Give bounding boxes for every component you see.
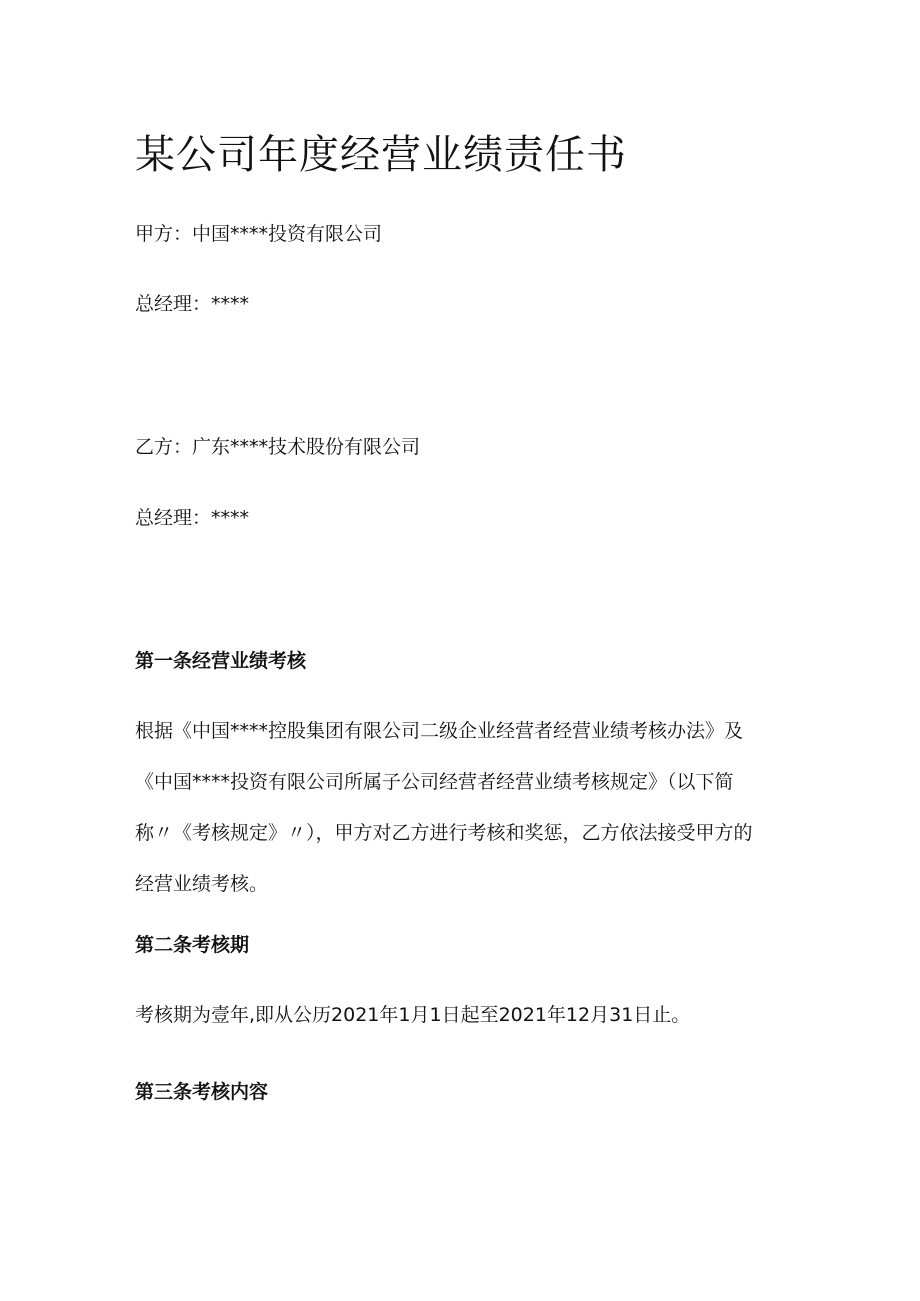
article-3-heading: 第三条考核内容 <box>135 1081 269 1103</box>
article-2-body <box>135 1001 795 1052</box>
article-1-line: 《中国****投资有限公司所属子公司经营者经营业绩考核规定》（以下简 <box>135 771 734 793</box>
article-2-line: 考核期为壹年,即从公历2021年1月1日起至2021年12月31日止。 <box>135 1004 691 1026</box>
article-1-line: 根据《中国****控股集团有限公司二级企业经营者经营业绩考核办法》及 <box>135 720 744 742</box>
article-1-line: 称〃《考核规定》〃），甲方对乙方进行考核和奖惩，乙方依法接受甲方的 <box>135 822 753 844</box>
article-1-line: 经营业绩考核。 <box>135 873 269 895</box>
party-b-manager: 总经理：**** <box>135 507 250 529</box>
party-a-manager: 总经理：**** <box>135 293 250 315</box>
document-title: 某公司年度经营业绩责任书 <box>135 132 627 178</box>
article-1-heading: 第一条经营业绩考核 <box>135 650 307 672</box>
article-1-body <box>135 717 795 921</box>
party-b-line: 乙方：广东****技术股份有限公司 <box>135 436 421 458</box>
party-a-line: 甲方：中国****投资有限公司 <box>135 223 383 245</box>
article-2-heading: 第二条考核期 <box>135 934 250 956</box>
